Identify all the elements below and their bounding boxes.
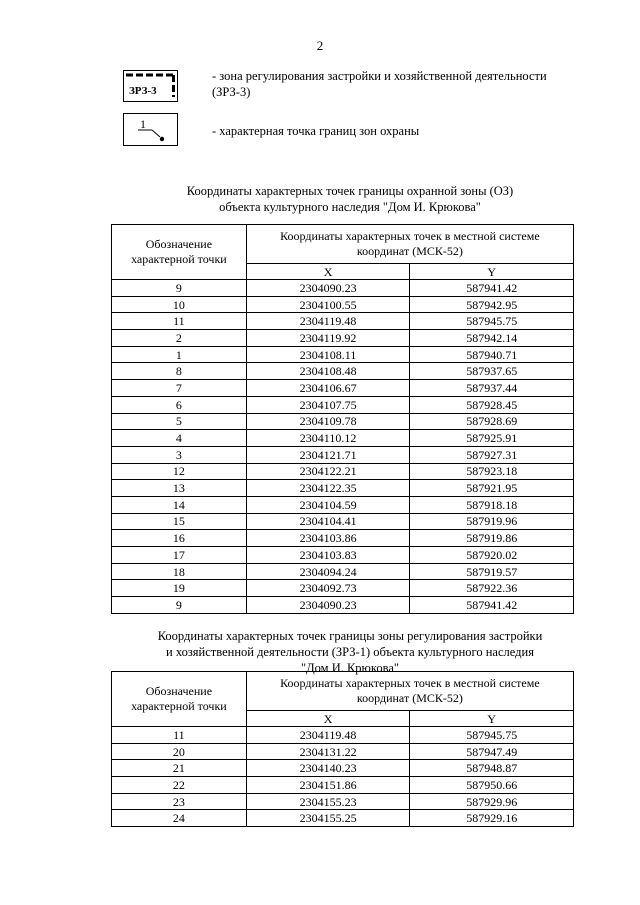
y-cell: 587919.57 [410, 563, 574, 580]
x-cell: 2304090.23 [246, 280, 410, 297]
point-cell: 17 [112, 547, 247, 564]
col-header-x: X [246, 264, 410, 280]
x-cell: 2304131.22 [246, 743, 410, 760]
table-row [112, 463, 574, 480]
point-cell: 20 [112, 743, 247, 760]
point-cell: 19 [112, 580, 247, 597]
x-cell: 2304155.25 [246, 810, 410, 827]
table-row [112, 296, 574, 313]
col-header-point: Обозначение характерной точки [112, 672, 247, 727]
point-cell: 4 [112, 430, 247, 447]
table-row [112, 446, 574, 463]
y-cell: 587950.66 [410, 777, 574, 794]
legend-item-zrz3 [212, 68, 572, 100]
x-cell: 2304121.71 [246, 446, 410, 463]
point-cell: 14 [112, 496, 247, 513]
table-row [112, 530, 574, 547]
point-cell: 13 [112, 480, 247, 497]
y-cell: 587942.14 [410, 330, 574, 347]
x-cell: 2304107.75 [246, 396, 410, 413]
y-cell: 587925.91 [410, 430, 574, 447]
y-cell: 587940.71 [410, 346, 574, 363]
point-cell: 18 [112, 563, 247, 580]
point-cell: 7 [112, 380, 247, 397]
y-cell: 587948.87 [410, 760, 574, 777]
x-cell: 2304108.48 [246, 363, 410, 380]
table-row [112, 380, 574, 397]
point-cell: 9 [112, 597, 247, 614]
coordinates-table-oz [111, 224, 574, 614]
x-cell: 2304104.41 [246, 513, 410, 530]
y-cell: 587929.96 [410, 793, 574, 810]
point-cell: 2 [112, 330, 247, 347]
table1-caption-line2: объекта культурного наследия "Дом И. Крюкова" [219, 200, 481, 214]
table-row [112, 563, 574, 580]
zrz3-zone-symbol [123, 70, 178, 102]
y-cell: 587941.42 [410, 280, 574, 297]
table-row [112, 480, 574, 497]
point-cell: 22 [112, 777, 247, 794]
table-row [112, 547, 574, 564]
table-row [112, 280, 574, 297]
x-cell: 2304108.11 [246, 346, 410, 363]
point-cell: 6 [112, 396, 247, 413]
point-cell: 8 [112, 363, 247, 380]
x-cell: 2304100.55 [246, 296, 410, 313]
col-header-x: X [246, 711, 410, 727]
table-row [112, 513, 574, 530]
legend-zrz3-text: - зона регулирования застройки и хозяйственной деятельности [212, 69, 547, 83]
point-cell: 11 [112, 313, 247, 330]
point-cell: 9 [112, 280, 247, 297]
y-cell: 587942.95 [410, 296, 574, 313]
page-number: 2 [316, 38, 324, 53]
table2-caption-line2: и хозяйственной деятельности (ЗРЗ-1) объекта культурного наследия [166, 645, 534, 659]
table2-caption-line3: "Дом И. Крюкова" [301, 661, 399, 675]
point-cell: 16 [112, 530, 247, 547]
table-row [112, 363, 574, 380]
point-cell: 21 [112, 760, 247, 777]
y-cell: 587927.31 [410, 446, 574, 463]
point-cell: 3 [112, 446, 247, 463]
y-cell: 587923.18 [410, 463, 574, 480]
x-cell: 2304092.73 [246, 580, 410, 597]
table2-caption-line1: Координаты характерных точек границы зоны регулирования застройки [157, 629, 543, 643]
y-cell: 587919.96 [410, 513, 574, 530]
table-row [112, 396, 574, 413]
x-cell: 2304104.59 [246, 496, 410, 513]
table-row [112, 413, 574, 430]
y-cell: 587920.02 [410, 547, 574, 564]
x-cell: 2304090.23 [246, 597, 410, 614]
table-row [112, 313, 574, 330]
table-row [112, 760, 574, 777]
table-row [112, 743, 574, 760]
x-cell: 2304103.86 [246, 530, 410, 547]
point-cell: 24 [112, 810, 247, 827]
x-cell: 2304155.23 [246, 793, 410, 810]
y-cell: 587928.45 [410, 396, 574, 413]
col-header-coords: Координаты характерных точек в местной системе координат (МСК-52) [246, 225, 573, 264]
x-cell: 2304110.12 [246, 430, 410, 447]
zrz3-symbol-label: ЗРЗ-3 [129, 85, 157, 97]
boundary-point-label: 1 [140, 117, 146, 131]
x-cell: 2304103.83 [246, 547, 410, 564]
y-cell: 587929.16 [410, 810, 574, 827]
x-cell: 2304122.35 [246, 480, 410, 497]
x-cell: 2304094.24 [246, 563, 410, 580]
y-cell: 587922.36 [410, 580, 574, 597]
point-cell: 23 [112, 793, 247, 810]
y-cell: 587947.49 [410, 743, 574, 760]
x-cell: 2304119.48 [246, 727, 410, 744]
table-row [112, 346, 574, 363]
table-row [112, 793, 574, 810]
table-row [112, 496, 574, 513]
x-cell: 2304122.21 [246, 463, 410, 480]
x-cell: 2304140.23 [246, 760, 410, 777]
table-row [112, 580, 574, 597]
col-header-coords: Координаты характерных точек в местной системе координат (МСК-52) [246, 672, 573, 711]
y-cell: 587945.75 [410, 727, 574, 744]
col-header-y: Y [410, 264, 574, 280]
table-row [112, 430, 574, 447]
point-cell: 15 [112, 513, 247, 530]
col-header-y: Y [410, 711, 574, 727]
legend-item-boundary-point: - характерная точка границ зон охраны [212, 124, 420, 138]
table-row [112, 810, 574, 827]
table-row [112, 777, 574, 794]
y-cell: 587921.95 [410, 480, 574, 497]
point-cell: 11 [112, 727, 247, 744]
point-cell: 1 [112, 346, 247, 363]
y-cell: 587918.18 [410, 496, 574, 513]
table-row [112, 727, 574, 744]
table2-caption [70, 628, 630, 676]
x-cell: 2304119.92 [246, 330, 410, 347]
x-cell: 2304109.78 [246, 413, 410, 430]
col-header-point: Обозначение характерной точки [112, 225, 247, 280]
y-cell: 587937.65 [410, 363, 574, 380]
y-cell: 587928.69 [410, 413, 574, 430]
table-row [112, 330, 574, 347]
table1-caption [70, 183, 630, 215]
table-row [112, 597, 574, 614]
coordinates-table-zrz1 [111, 671, 574, 827]
point-cell: 10 [112, 296, 247, 313]
x-cell: 2304119.48 [246, 313, 410, 330]
y-cell: 587919.86 [410, 530, 574, 547]
point-cell: 12 [112, 463, 247, 480]
y-cell: 587945.75 [410, 313, 574, 330]
y-cell: 587937.44 [410, 380, 574, 397]
legend-zrz3-text-2: (ЗРЗ-3) [212, 85, 251, 99]
table1-caption-line1: Координаты характерных точек границы охранной зоны (ОЗ) [186, 184, 514, 198]
x-cell: 2304151.86 [246, 777, 410, 794]
point-cell: 5 [112, 413, 247, 430]
boundary-point-symbol [123, 113, 178, 146]
x-cell: 2304106.67 [246, 380, 410, 397]
y-cell: 587941.42 [410, 597, 574, 614]
